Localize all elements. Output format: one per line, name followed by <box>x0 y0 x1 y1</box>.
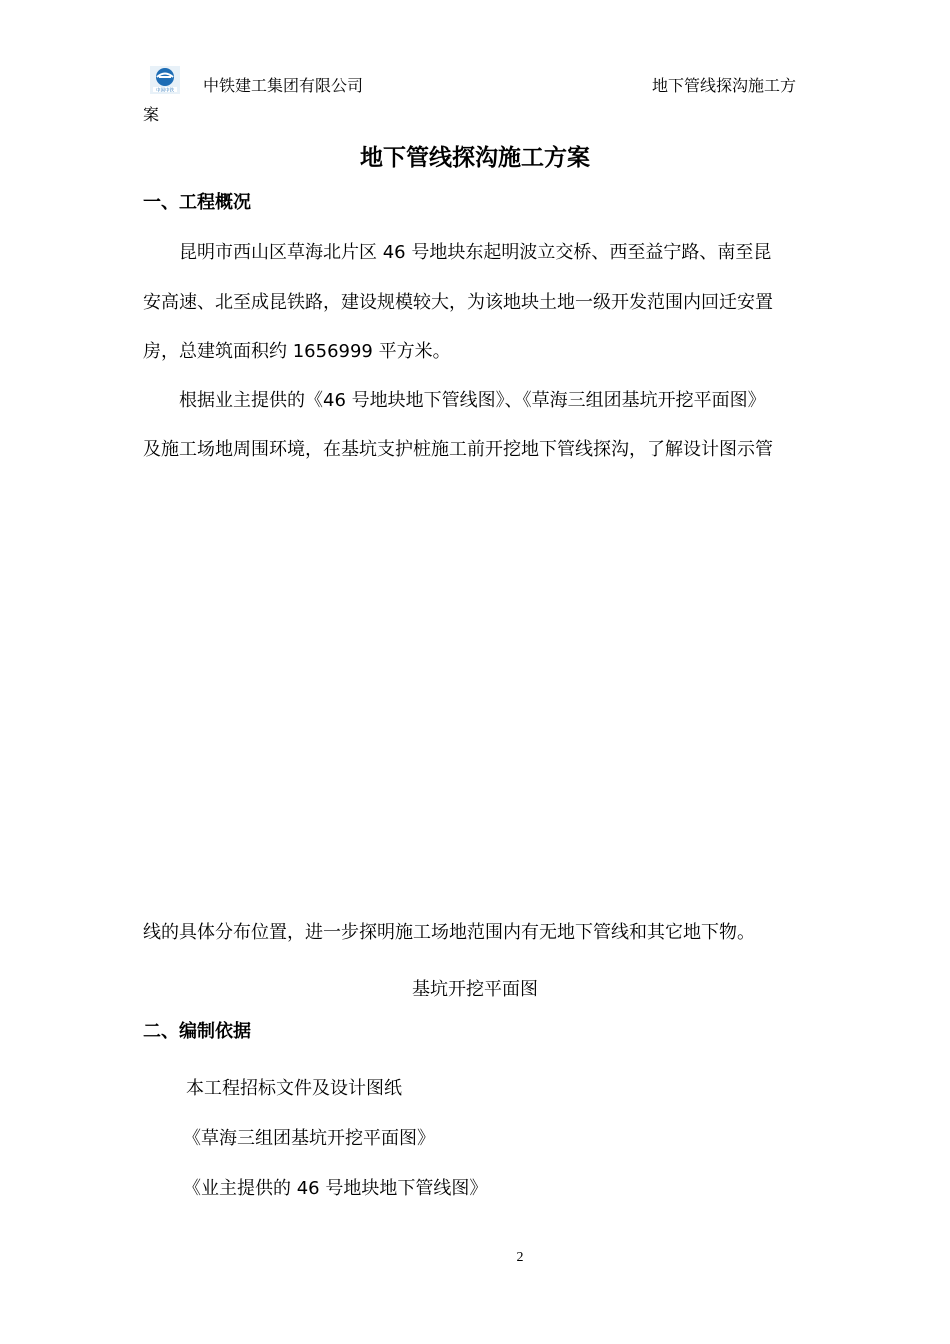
paragraph-line: 及施工场地周围环境，在基坑支护桩施工前开挖地下管线探沟，了解设计图示管 <box>143 439 773 460</box>
paragraph-line: 线的具体分布位置，进一步探明施工场地范围内有无地下管线和其它地下物。 <box>143 922 755 943</box>
reference-item: 《业主提供的 46 号地块地下管线图》 <box>183 1178 488 1199</box>
header-doc-title-wrap: 案 <box>143 105 160 124</box>
reference-item: 本工程招标文件及设计图纸 <box>186 1078 402 1099</box>
logo-text: 中国中铁 <box>156 88 174 94</box>
paragraph-line: 房，总建筑面积约 1656999 平方米。 <box>143 341 451 362</box>
header-company: 中铁建工集团有限公司 <box>203 76 364 95</box>
company-logo-icon <box>150 66 180 94</box>
reference-item: 《草海三组团基坑开挖平面图》 <box>183 1128 435 1149</box>
section-heading-basis: 二、编制依据 <box>143 1021 251 1042</box>
section-heading-overview: 一、工程概况 <box>143 192 251 213</box>
page-title: 地下管线探沟施工方案 <box>360 145 590 171</box>
paragraph-line: 根据业主提供的《46 号地块地下管线图》、《草海三组团基坑开挖平面图》 <box>179 390 766 411</box>
paragraph-line: 安高速、北至成昆铁路，建设规模较大，为该地块土地一级开发范围内回迁安置 <box>143 292 773 313</box>
page-number: 2 <box>516 1250 524 1265</box>
figure-caption: 基坑开挖平面图 <box>412 979 538 1000</box>
paragraph-line: 昆明市西山区草海北片区 46 号地块东起明波立交桥、西至益宁路、南至昆 <box>179 242 772 263</box>
header-doc-title: 地下管线探沟施工方 <box>652 76 797 95</box>
